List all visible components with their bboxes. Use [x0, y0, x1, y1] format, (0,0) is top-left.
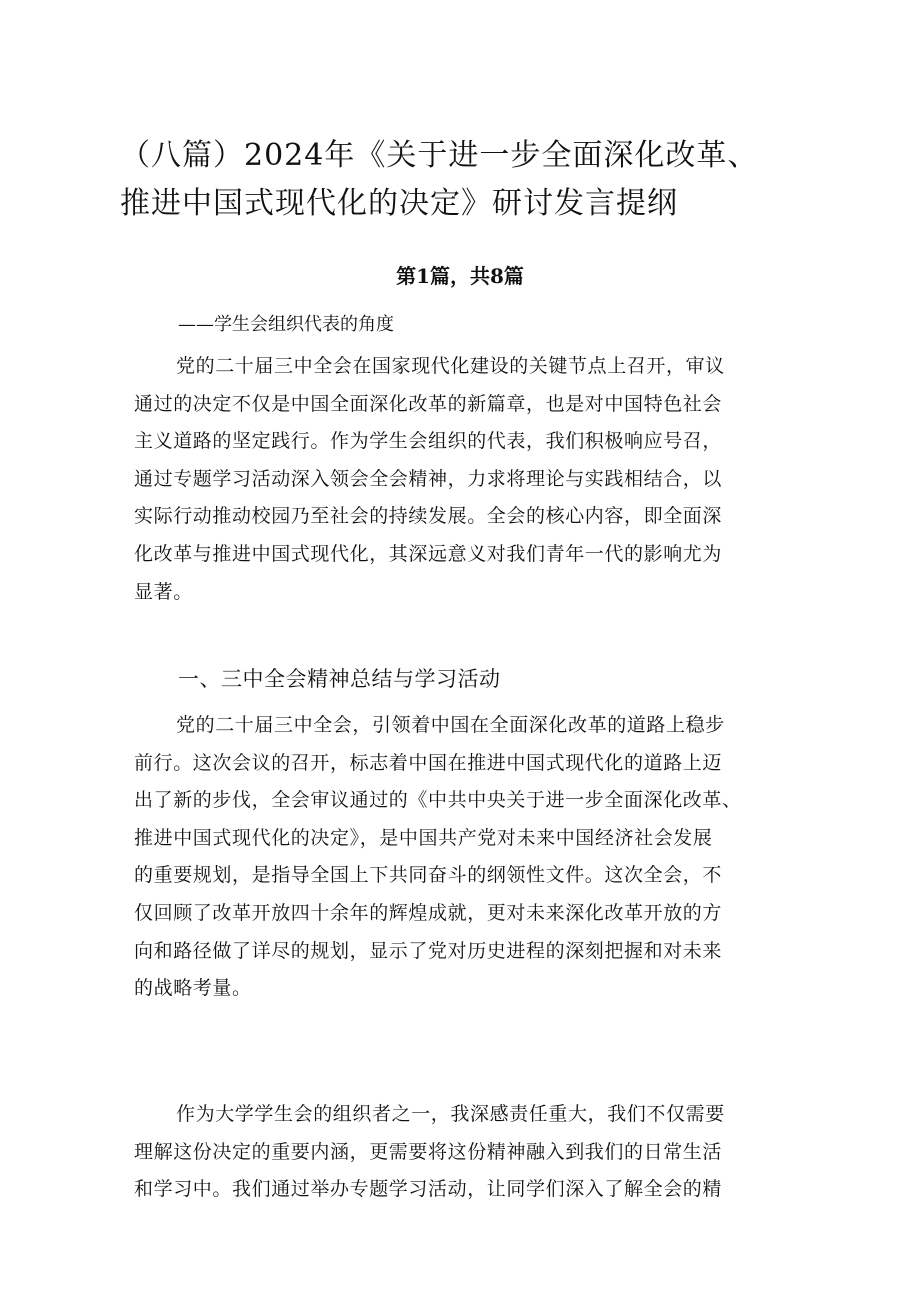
paragraph-line: 的战略考量。 — [134, 977, 252, 1000]
paragraph-line: 推进中国式现代化的决定》，是中国共产党对未来中国经济社会发展 — [134, 826, 713, 849]
paragraph-line: 作为大学学生会的组织者之一，我深感责任重大，我们不仅需要 — [176, 1103, 725, 1125]
paragraph-line: 出了新的步伐，全会审议通过的《中共中央关于进一步全面深化改革、 — [134, 789, 742, 812]
paragraph-line: 前行。这次会议的召开，标志着中国在推进中国式现代化的道路上迈 — [134, 751, 723, 774]
paragraph-line: 理解这份决定的重要内涵，更需要将这份精神融入到我们的日常生活 — [134, 1140, 723, 1163]
part-label: 第1篇，共8篇 — [396, 264, 524, 288]
paragraph-line: 和学习中。我们通过举办专题学习活动，让同学们深入了解全会的精 — [134, 1178, 723, 1201]
document-title: （八篇）2024年《关于进一步全面深化改革、 推进中国式现代化的决定》研讨发言提纲 — [120, 138, 759, 222]
paragraph-summary — [134, 707, 794, 1008]
paragraph-line: 党的二十届三中全会，引领着中国在全面深化改革的道路上稳步 — [176, 714, 725, 736]
paragraph-line: 实际行动推动校园乃至社会的持续发展。全会的核心内容，即全面深 — [134, 505, 723, 528]
paragraph-line: 显著。 — [134, 580, 193, 603]
paragraph-intro — [134, 348, 794, 611]
paragraph-line: 通过专题学习活动深入领会全会精神，力求将理论与实践相结合，以 — [134, 467, 723, 490]
paragraph-activities — [134, 1096, 794, 1209]
section-heading: 一、三中全会精神总结与学习活动 — [178, 667, 501, 691]
paragraph-line: 主义道路的坚定践行。作为学生会组织的代表，我们积极响应号召， — [134, 430, 723, 453]
paragraph-line: 党的二十届三中全会在国家现代化建设的关键节点上召开，审议 — [176, 355, 725, 377]
paragraph-line: 的重要规划，是指导全国上下共同奋斗的纲领性文件。这次全会，不 — [134, 864, 723, 887]
paragraph-line: 向和路径做了详尽的规划，显示了党对历史进程的深刻把握和对未来 — [134, 939, 723, 962]
paragraph-line: 通过的决定不仅是中国全面深化改革的新篇章，也是对中国特色社会 — [134, 392, 723, 415]
paragraph-line: 化改革与推进中国式现代化，其深远意义对我们青年一代的影响尤为 — [134, 542, 723, 565]
paragraph-line: 仅回顾了改革开放四十余年的辉煌成就，更对未来深化改革开放的方 — [134, 901, 723, 924]
document-subtitle: ——学生会组织代表的角度 — [178, 314, 394, 335]
